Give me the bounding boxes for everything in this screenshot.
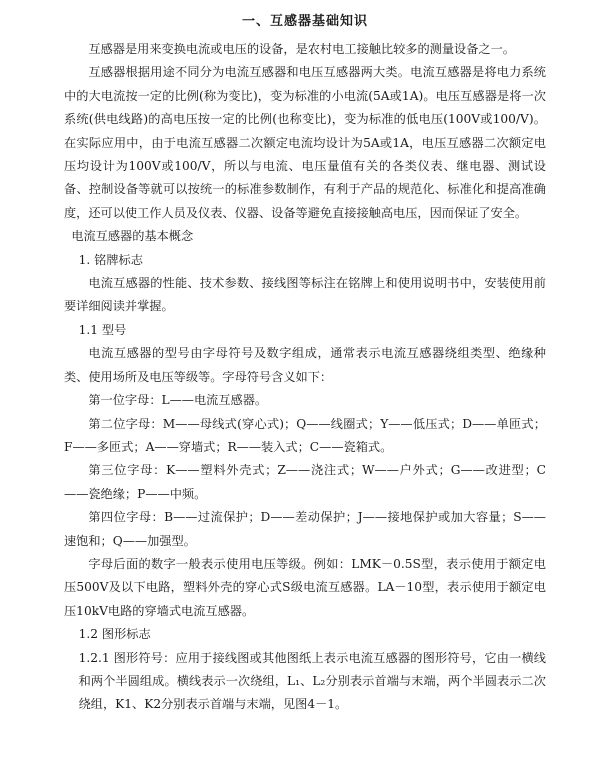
section-heading-model: 1.1 型号 <box>78 322 127 337</box>
voltage-level-paragraph: 字母后面的数字一般表示使用电压等级。例如：LMK－0.5S型，表示使用于额定电压500V及以下电路，塑料外壳的穿心式S级电流互感器。LA－10型，表示使用于额定电压10kV电路的穿墙式电流互感器。 <box>64 556 546 618</box>
page-title: 一、互感器基础知识 <box>241 14 368 29</box>
section-heading-nameplate: 1. 铭牌标志 <box>78 252 143 267</box>
section-heading-basic-concept: 电流互感器的基本概念 <box>71 229 194 244</box>
model-paragraph: 电流互感器的型号由字母符号及数字组成，通常表示电流互感器绕组类型、绝缘种类、使用场所及电压等级等。字母符号含义如下： <box>64 346 546 384</box>
first-letter-paragraph: 第一位字母：L——电流互感器。 <box>88 393 268 408</box>
graphic-symbol-paragraph: 1.2.1 图形符号：应用于接线图或其他图纸上表示电流互感器的图形符号，它由一横线和两个半圆组成。横线表示一次绕组，L₁、L₂分别表示首端与末端，两个半圆表示二次绕组，K1、K2分别表示首端与末端，见图4－1。 <box>78 650 546 712</box>
section-heading-graphic-symbol: 1.2 图形标志 <box>78 627 151 642</box>
nameplate-paragraph: 电流互感器的性能、技术参数、接线图等标注在铭牌上和使用说明书中，安装使用前要详细阅读并掌握。 <box>64 276 546 314</box>
classification-paragraph: 互感器根据用途不同分为电流互感器和电压互感器两大类。电流互感器是将电力系统中的大电流按一定的比例(称为变比)，变为标准的小电流(5A或1A)。电压互感器是将一次系统(供电线路)的高电压按一定的比例(也称变比)，变为标准的低电压(100V或100/V)。在实际应用中，由于电流互感器二次额定电流均设计为5A或1A，电压互感器二次额定电压均设计为100V或100/V，所以与电流、电压量值有关的各类仪表、继电器、测试设备、控制设备等就可以按统一的标准参数制作，有利于产品的规范化、标准化和提高准确度，还可以使工作人员及仪表、仪器、设备等避免直接接触高电压，因而保证了安全。 <box>64 65 546 220</box>
third-letter-paragraph: 第三位字母：K——塑料外壳式；Z——浇注式；W——户外式；G——改进型；C——瓷绝缘；P——中频。 <box>64 463 546 501</box>
fourth-letter-paragraph: 第四位字母：B——过流保护；D——差动保护；J——接地保护或加大容量；S——速饱和；Q——加强型。 <box>64 510 546 548</box>
intro-paragraph: 互感器是用来变换电流或电压的设备，是农村电工接触比较多的测量设备之一。 <box>88 42 515 56</box>
second-letter-paragraph: 第二位字母：M——母线式(穿心式)；Q——线圈式；Y——低压式；D——单匝式；F——多匝式；A——穿墙式；R——装入式；C——瓷箱式。 <box>64 416 546 454</box>
